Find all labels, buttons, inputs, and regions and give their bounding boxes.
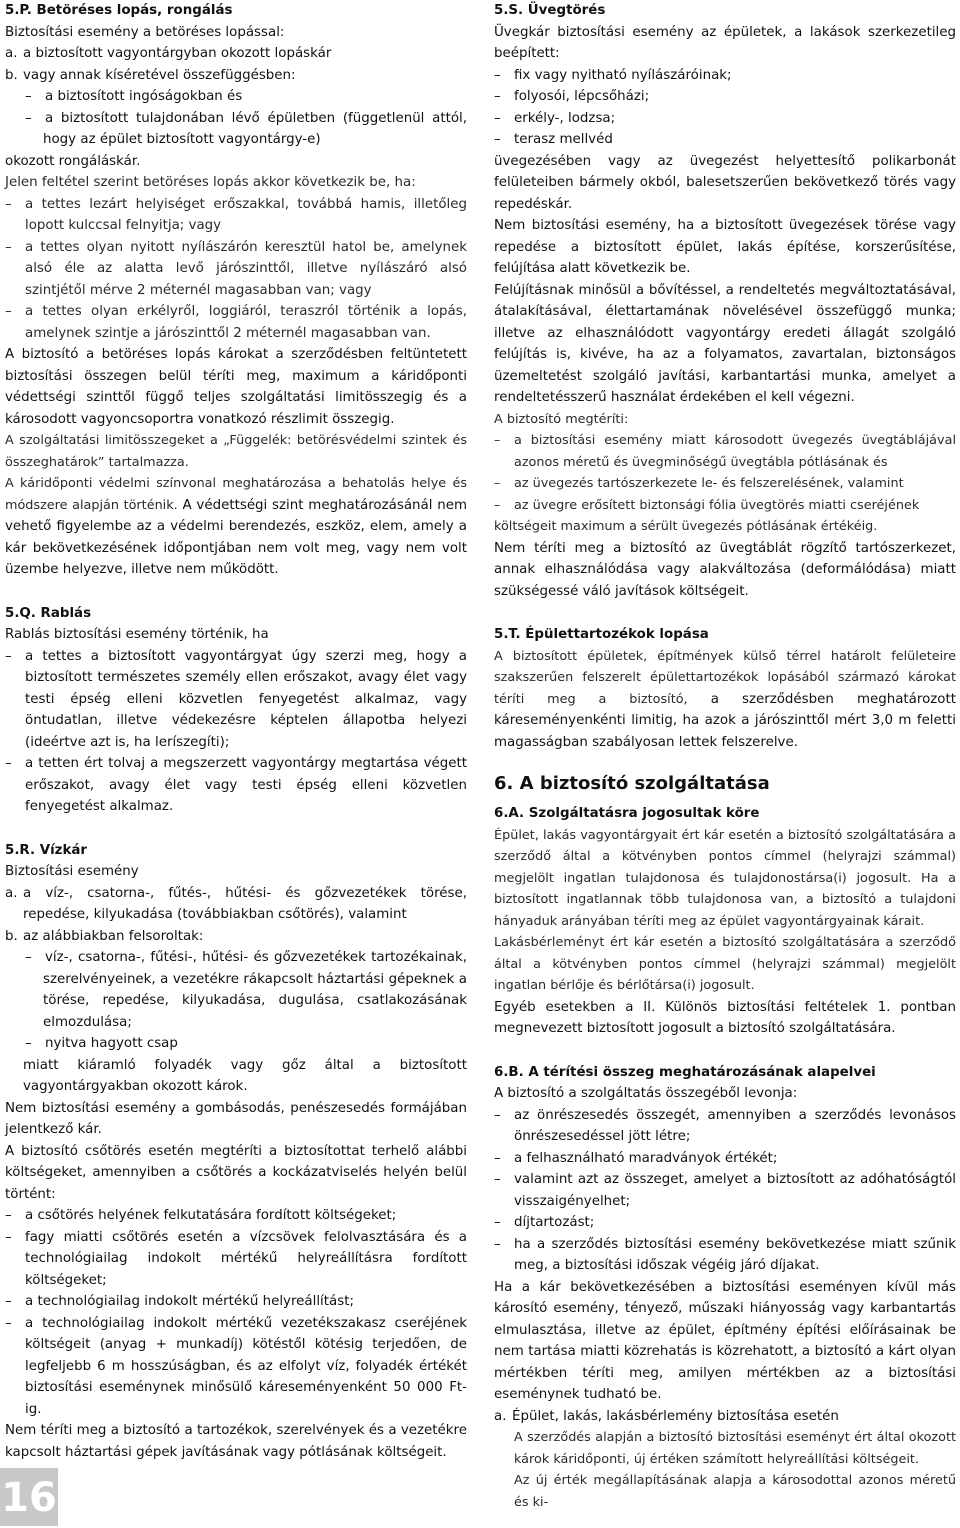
dash-item: – erkély-, lodzsa;: [494, 108, 956, 130]
paragraph: A szolgáltatási limitösszegeket a „Függelék: betörésvédelmi szintek és összeghatárok” tartalmazza.: [5, 433, 467, 470]
paragraph: [5, 473, 467, 581]
paragraph: okozott rongáláskár.: [5, 153, 141, 169]
right-column: [494, 0, 956, 1513]
list-item: b. az alábbiakban felsoroltak:: [5, 928, 204, 944]
paragraph: [494, 646, 956, 754]
dash-item: – folyosói, lépcsőházi;: [494, 86, 956, 108]
list-item-text: az alábbiakban felsoroltak:: [23, 928, 204, 944]
dash-item: – a tettes olyan nyitott nyílászárón keresztül hatol be, amelynek alsó éle az alatta levő járószinttől, illetve nyílászáró alsó szintjétől mérve 2 méternél magasabban van; vagy: [5, 237, 467, 302]
paragraph: üvegezésében vagy az üvegezést helyettesítő polikarbonát felületeiben bármely okból, balesetszerűen bekövetkező törés vagy repedéskár.: [494, 153, 956, 212]
section-5q-title: 5.Q. Rablás: [5, 605, 92, 621]
page-number: 16: [0, 1468, 58, 1526]
paragraph: A biztosító a szolgáltatás összegéből levonja:: [494, 1086, 798, 1101]
section-5s-title: 5.S. Üvegtörés: [494, 3, 606, 18]
dash-item: – díjtartozást;: [494, 1212, 956, 1234]
text-span: A biztosított épületek, építmények külső térrel határolt felületeire szakszerűen felszerelt épülettartozékok lopásából származó károkat téríti meg a biztosító,: [494, 648, 956, 707]
paragraph: Egyéb esetekben a II. Különös biztosítási feltételek 1. pontban megnevezett biztosított jogosult a biztosító szolgáltatására.: [494, 999, 956, 1036]
dash-item: – a felhasználható maradványok értékét;: [494, 1148, 956, 1170]
section-5t-title: 5.T. Épülettartozékok lopása: [494, 627, 709, 642]
paragraph: A biztosító csőtörés esetén megtéríti a biztosítottat terhelő alábbi költségeket, amennyiben a csőtörés a kockázatviselés helyén belül történt:: [5, 1143, 467, 1202]
dash-item: – víz-, csatorna-, fűtési-, hűtési- és gőzvezetékek tartozékainak, szerelvényeinek, a vezetékre rákapcsolt háztartási gépeknek a törése, repedése, kilyukadása, dugulása, csatlakozásának elmozdulása;: [5, 947, 467, 1033]
list-item-text: a biztosított vagyontárgyban okozott lopáskár: [23, 46, 332, 61]
dash-item: – nyitva hagyott csap: [5, 1033, 467, 1055]
dash-item: – az üvegre erősített biztonsági fólia üvegtörés miatti cseréjének: [494, 495, 956, 517]
dash-item: – fix vagy nyitható nyílászáróinak;: [494, 65, 956, 87]
paragraph: Épület, lakás vagyontárgyait ért kár esetén a biztosító szolgáltatására a szerződő által a kötvényben pontos címmel (helyrajzi számmal) megjelölt ingatlan tulajdonosa és tulajdonostársa(i) jogosult. Ha a biztosított ingatlannak több tulajdonosa van, a biztosító a tulajdoni hányaduk arányában téríti meg az épület vagyontárgyainak kárait.: [494, 827, 956, 929]
paragraph: Üvegkár biztosítási esemény az épületek, a lakások szerkezetileg beépített:: [494, 24, 956, 61]
paragraph: Ha a kár bekövetkezésében a biztosítási eseményen kívül más károsító esemény, tényező, műszaki hiányosság vagy karbantartás elmulasztása, illetve az épület, építmény építési előírásainak be nem tartása miatti közrehatás is közrehatott, a biztosító a kárt olyan mértékben téríti meg, amilyen mértékben az a biztosítási eseménynek tudható be.: [494, 1279, 956, 1402]
list-item: b. vagy annak kíséretével összefüggésben:: [5, 67, 296, 83]
paragraph: Jelen feltétel szerint betöréses lopás akkor következik be, ha:: [5, 175, 416, 190]
dash-item: – a tettes lezárt helyiséget erőszakkal, továbbá hamis, illetőleg lopott kulccsal felnyitja; vagy: [5, 194, 467, 237]
paragraph: Biztosítási esemény: [5, 864, 139, 879]
paragraph: Felújításnak minősül a bővítéssel, a rendeltetés megváltoztatásával, átalakításával, élettartamának növelésével összefüggő munka; illetve az elhasználódott vagyontárgy eredeti állagát szolgáló felújítás is, kivéve, ha az a folyamatos, zavartalan, biztonságos üzemeltetést szolgáló javítási, karbantartási munka, amelyet a rendeltetésszerű használat érdekében el kell végezni.: [494, 282, 956, 405]
paragraph: A szerződés alapján a biztosító biztosítási eseményt ért által okozott károk káridőponti, új értéken számított helyreállítási költségeit.: [514, 1430, 956, 1467]
paragraph: A biztosító a betöréses lopás károkat a szerződésben feltüntetett biztosítási összegen belül téríti meg, maximum a káridőponti védettségi szinttől függő teljes szolgáltatási limitösszegig és a károsodott vagyoncsoportra vonatkozó részlimit összegig.: [5, 347, 467, 427]
dash-item: – a tettes olyan erkélyről, loggiáról, teraszról történik a lopás, amelynek szintje a járószinttől 2 méternél magasabban van.: [5, 301, 467, 344]
section-6a-title: 6.A. Szolgáltatásra jogosultak köre: [494, 806, 760, 821]
dash-item: – a technológiailag indokolt mértékű vezetékszakasz cseréjének költségeit (anyag + munkadíj) kötéstől kötésig terjedően, de legfeljebb 6 m hosszúságban, és az elfolyt víz, folyadék értékét biztosítási eseménynek minősülő káreseményenként 50 000 Ft-ig.: [5, 1313, 467, 1421]
section-6b-title: 6.B. A térítési összeg meghatározásának alapelvei: [494, 1064, 876, 1080]
paragraph: miatt kiáramló folyadék vagy gőz által a biztosított vagyontárgyakban okozott károk.: [23, 1057, 467, 1094]
paragraph: Nem biztosítási esemény, ha a biztosított üvegezések törése vagy repedése a biztosított épület, lakás építése, korszerűsítése, felújítása alatt következik be.: [494, 218, 956, 276]
paragraph: Az új érték megállapításának alapja a károsodottal azonos méretű és ki-: [514, 1473, 956, 1510]
dash-item: – ha a szerződés biztosítási esemény bekövetkezése miatt szűnik meg, a biztosítási időszak végéig járó díjakat.: [494, 1234, 956, 1277]
dash-item: – a biztosított ingóságokban és: [5, 86, 467, 108]
dash-item: – az üvegezés tartószerkezete le- és felszerelésének, valamint: [494, 473, 956, 495]
dash-item: – a biztosítási esemény miatt károsodott üvegezés üvegtáblájával azonos méretű és üvegminőségű üvegtábla pótlásának és: [494, 430, 956, 473]
left-column: [5, 0, 467, 1463]
dash-item: – fagy miatti csőtörés esetén a vízcsövek felolvasztására és a technológiailag indokolt mértékű helyreállításra fordított költségeket;: [5, 1227, 467, 1292]
dash-item: – valamint azt az összeget, amelyet a biztosított az adóhatóságtól visszaigényelhet;: [494, 1169, 956, 1212]
list-item-text: vagy annak kíséretével összefüggésben:: [23, 67, 296, 83]
dash-item: – a tettes a biztosított vagyontárgyat úgy szerzi meg, hogy a biztosított természetes személy ellen erőszakot, avagy élet vagy testi épség elleni közvetlen fenyegetést alkalmaz, vagy öntudatlan, illetve védekezésre képtelen állapotba helyezi (ideértve azt is, ha leríszegíti);: [5, 646, 467, 754]
paragraph: Nem biztosítási esemény a gombásodás, penészesedés formájában jelentkező kár.: [5, 1100, 467, 1137]
text-span: A káridőponti védelmi színvonal meghatározása a behatolás helye és módszere alapján történik.: [5, 476, 467, 513]
section-5p-title: 5.P. Betöréses lopás, rongálás: [5, 3, 233, 18]
dash-item: – a csőtörés helyének felkutatására fordított költségeket;: [5, 1205, 467, 1227]
paragraph: Rablás biztosítási esemény történik, ha: [5, 627, 269, 642]
paragraph: költségeit maximum a sérült üvegezés pótlásának értékéig.: [494, 519, 878, 534]
list-item-text: Épület, lakás, lakásbérlemény biztosítása esetén: [512, 1408, 839, 1424]
dash-item: – az önrészesedés összegét, amennyiben a szerződés levonásos önrészesedéssel jött létre;: [494, 1105, 956, 1148]
paragraph: A biztosító megtéríti:: [494, 411, 629, 427]
list-item: a. a víz-, csatorna-, fűtés-, hűtési- és gőzvezetékek törése, repedése, kilyukadása (továbbiakban csőtörés), valamint: [5, 885, 467, 922]
paragraph: Lakásbérleményt ért kár esetén a biztosító szolgáltatására a szerződő által a kötvényben pontos címmel (helyrajzi számmal) megjelölt ingatlan bérlője és bérlőtársa(i) jogosult.: [494, 935, 956, 993]
text-span: a szerződésben meghatározott káreseményenkénti limitig, ha azok a járószinttől mért 3,0 m feletti magasságban szabályosan lettek felszerelve.: [494, 691, 956, 750]
list-item: a. Épület, lakás, lakásbérlemény biztosítása esetén: [494, 1408, 839, 1424]
text-span: A védettségi szint meghatározásánál nem vehető figyelembe az a védelmi berendezés, eszköz, elem, amely a kár bekövetkezésének időpontjában nem volt meg, vagy nem volt üzembe helyezve, illetve nem működött.: [5, 497, 467, 577]
dash-item: – a technológiailag indokolt mértékű helyreállítást;: [5, 1291, 467, 1313]
dash-item: – terasz mellvéd: [494, 129, 956, 151]
paragraph: Nem téríti meg a biztosító az üvegtáblát rögzítő tartószerkezet, annak elhasználódása vagy alakváltozása (deformálódása) miatt szükségessé váló javítások költségeit.: [494, 540, 956, 599]
section-5p-intro: Biztosítási esemény a betöréses lopással:: [5, 24, 285, 40]
paragraph: Nem téríti meg a biztosító a tartozékok, szerelvények és a vezetékre kapcsolt háztartási gépek javításának vagy pótlásának költségeit.: [5, 1423, 467, 1460]
dash-item: – a biztosított tulajdonában lévő épületben (függetlenül attól, hogy az épület biztosított vagyontárgy-e): [5, 108, 467, 151]
list-item-text: a víz-, csatorna-, fűtés-, hűtési- és gőzvezetékek törése, repedése, kilyukadása (továbbiakban csőtörés), valamint: [23, 885, 467, 922]
section-6-title: 6. A biztosító szolgáltatása: [494, 773, 770, 794]
section-5r-title: 5.R. Vízkár: [5, 842, 88, 858]
list-item: a. a biztosított vagyontárgyban okozott lopáskár: [5, 46, 332, 61]
dash-item: – a tetten ért tolvaj a megszerzett vagyontárgy megtartása végett erőszakot, avagy élet vagy testi épség elleni közvetlen fenyegetést alkalmaz.: [5, 753, 467, 818]
